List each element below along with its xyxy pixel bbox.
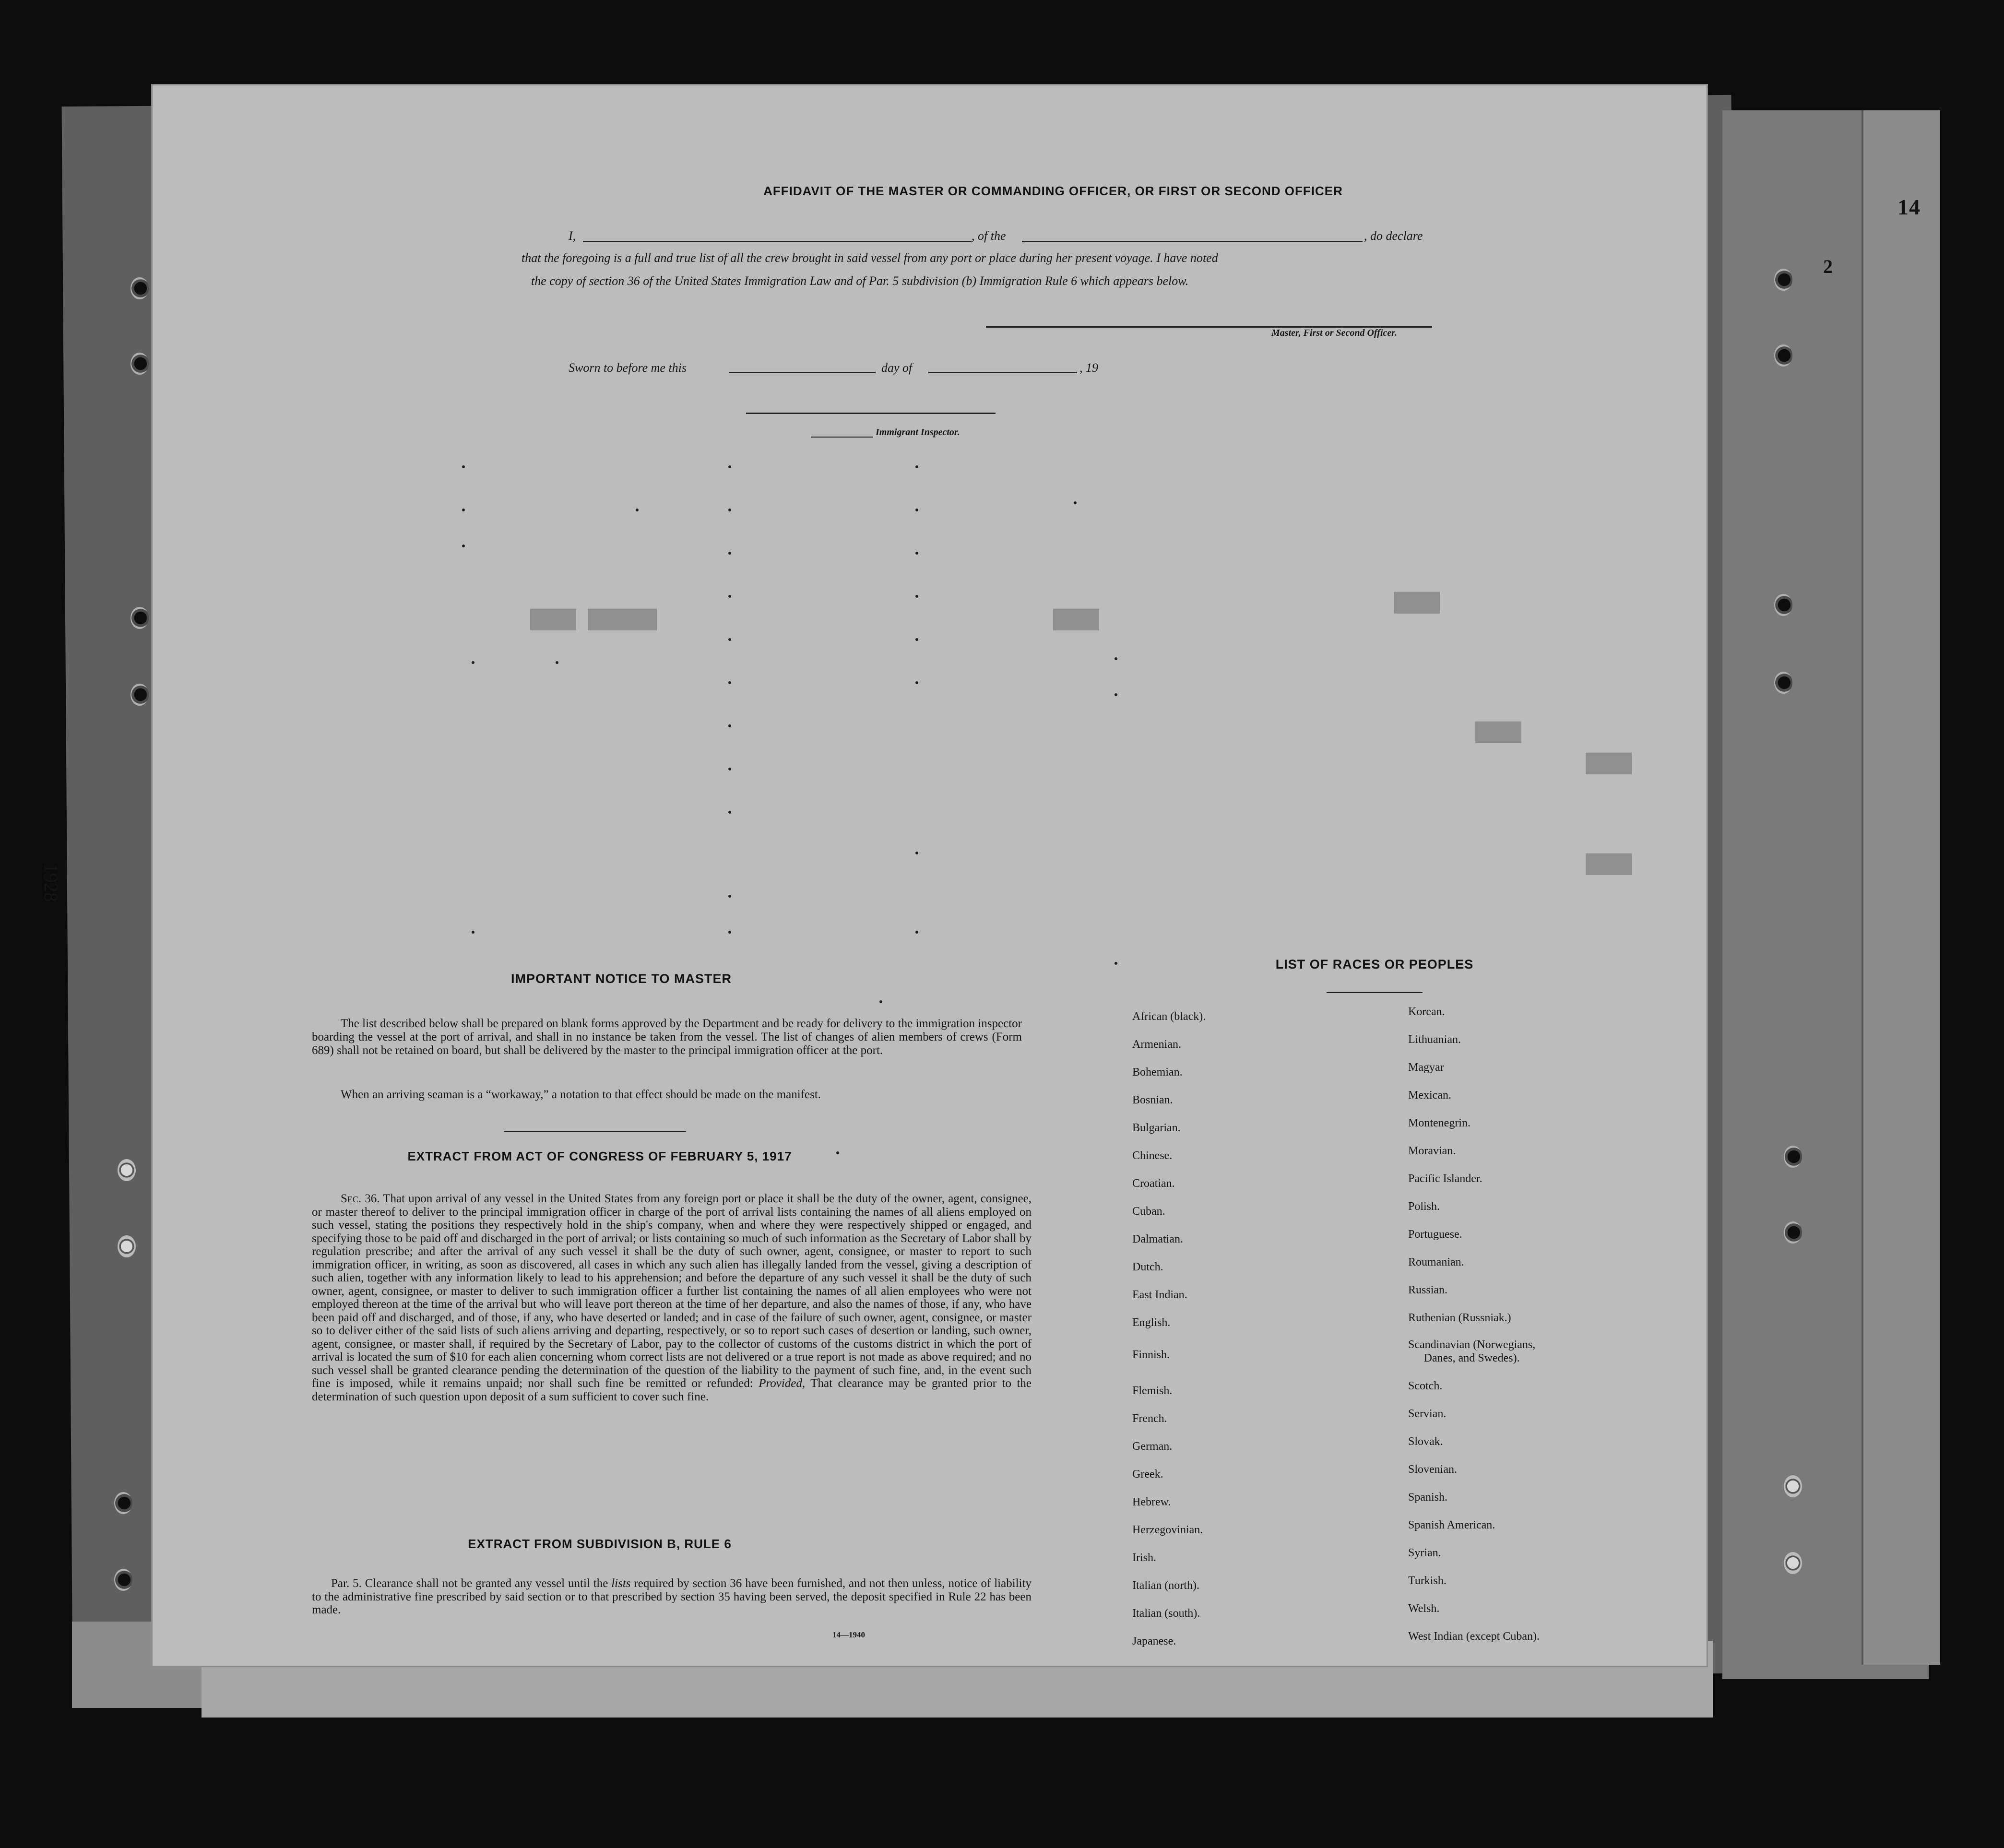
race-item: Scandinavian (Norwegians, Danes, and Swedes). bbox=[1408, 1339, 1536, 1364]
race-item: Italian (north). bbox=[1132, 1579, 1199, 1592]
notice-heading: IMPORTANT NOTICE TO MASTER bbox=[511, 971, 732, 986]
master-caption: Master, First or Second Officer. bbox=[1271, 328, 1397, 338]
extract-rule-text bbox=[312, 1577, 1032, 1617]
punch-hole-icon bbox=[118, 1235, 136, 1257]
inspector-signature-line bbox=[746, 413, 996, 414]
race-item: Magyar bbox=[1408, 1061, 1444, 1074]
punch-hole-icon bbox=[1774, 672, 1792, 694]
sec-label: Sec. 36. bbox=[341, 1192, 380, 1205]
race-item: Dutch. bbox=[1132, 1261, 1163, 1273]
race-item: Cuban. bbox=[1132, 1205, 1165, 1218]
race-item: Bulgarian. bbox=[1132, 1122, 1181, 1134]
race-item: Dalmatian. bbox=[1132, 1233, 1183, 1245]
punch-hole-icon bbox=[1784, 1221, 1802, 1244]
race-item: Roumanian. bbox=[1408, 1256, 1464, 1268]
extract-rule-heading: EXTRACT FROM SUBDIVISION B, RULE 6 bbox=[468, 1537, 732, 1551]
race-item: Montenegrin. bbox=[1408, 1117, 1470, 1129]
race-item: African (black). bbox=[1132, 1010, 1206, 1023]
races-heading: LIST OF RACES OR PEOPLES bbox=[1275, 957, 1474, 971]
vessel-field-line bbox=[1022, 241, 1363, 242]
race-item: Mexican. bbox=[1408, 1089, 1451, 1102]
extract-act-heading: EXTRACT FROM ACT OF CONGRESS OF FEBRUARY 5, 1917 bbox=[407, 1149, 792, 1163]
race-item: Servian. bbox=[1408, 1408, 1447, 1420]
race-item: Syrian. bbox=[1408, 1547, 1441, 1559]
race-item: Russian. bbox=[1408, 1284, 1448, 1296]
sworn-day: day of bbox=[881, 361, 913, 375]
race-item: Pacific Islander. bbox=[1408, 1173, 1482, 1185]
punch-hole-icon bbox=[130, 353, 149, 375]
race-item: Finnish. bbox=[1132, 1349, 1170, 1361]
race-item: Polish. bbox=[1408, 1200, 1440, 1213]
form-code: 14—1940 bbox=[832, 1630, 865, 1639]
provided-text: That clearance may be granted prior to the determination of such question upon deposit of a sum sufficient to cover such fine. bbox=[312, 1377, 1032, 1403]
race-item: Korean. bbox=[1408, 1006, 1445, 1018]
punch-hole-icon bbox=[1774, 269, 1792, 291]
race-item: Armenian. bbox=[1132, 1038, 1181, 1051]
race-item: Japanese. bbox=[1132, 1635, 1176, 1647]
race-item: East Indian. bbox=[1132, 1289, 1187, 1301]
punch-hole-icon bbox=[130, 684, 149, 706]
race-item: Lithuanian. bbox=[1408, 1033, 1461, 1046]
race-item: Spanish. bbox=[1408, 1491, 1448, 1504]
extract-act-text bbox=[312, 1192, 1032, 1403]
margin-year: 1928 bbox=[40, 864, 62, 902]
manifest-page: ████ ██████ ████ ████ ████ ████ ████ AFFIDAVIT OF THE MASTER OR COMMANDING OFFICER, OR FIRST OR SECOND OFFICER I, , of the , do declare that the foregoing is a full and true list of all the crew brought in said vessel from any port or place during her present voyage. I have noted the copy of section 36 of the United States Immigration Law and of Par. 5 subdivision (b) Immigration Rule 6 which appears below. Master, First or Second Officer. Sworn to before me this day of , 19 Immigrant Inspector. IMPORTANT NOTICE TO MASTER The list described below shall be prepared on blank forms approved by the Department and be ready for delivery to the immigration inspector boarding the vessel at the port of arrival, and shall in no instance be taken from the vessel. The list of changes of alien members of crews (Form 689) shall not be retained on board, but shall be delivered by the master to the principal immigration officer at the port. When an arriving seaman is a “workaway,” a notation to that effect should be made on the manifest. EXTRACT FROM ACT OF CONGRESS OF FEBRUARY 5, 1917 Sec. 36. That upon arrival of any vessel in the United States from any foreign port or place it shall be the duty of the owner, agent, consignee, or master thereof to deliver to the principal immigration officer in charge of the port of arrival lists containing the names of all aliens employed on such vessel, stating the positions they respectively hold in the ship's company, when and where they were respectively shipped or engaged, and specifying those to be paid off and discharged in the port of arrival; or lists containing so much of such information as the Secretary of Labor shall by regulation prescribe; and after the arrival of any such vessel it shall be the duty of such owner, agent, consignee, or master to report to such immigration officer, in writing, as soon as discovered, all cases in which any such alien has illegally landed from the vessel, giving a description of such alien, together with any information likely to lead to his apprehension; and before the departure of any such vessel it shall be the duty of such owner, agent, consignee, or master to deliver to such immigration officer a further list containing the names of all alien employees who were not employed thereon at the time of the arrival but who will leave port thereon at the time of her departure, and also the names of those, if any, who have been paid off and discharged, and of those, if any, who have deserted or landed; and in case of the failure of such owner, agent, consignee, or master so to deliver either of the said lists of such aliens arriving and departing, respectively, or so to report such cases of desertion or landing, such owner, agent, consignee, or master shall, if required by the Secretary of Labor, pay to the collector of customs of the customs district in which the port of arrival is located the sum of $10 for each alien concerning whom correct lists are not delivered or a true report is not made as above required; and no such vessel shall be granted clearance pending the determination of the question of the liability to the payment of such fine, and, in the event such fine is imposed, while it remains unpaid; nor shall such fine be remitted or refunded: Provided, That clearance may be granted prior to the determination of such question upon deposit of a sum sufficient to cover such fine. EXTRACT FROM SUBDIVISION B, RULE 6 Par. 5. Clearance shall not be granted any vessel until the lists required by section 36 have been furnished, and not then unless, notice of liability to the administrative fine prescribed by said section or to that prescribed by section 35 having been served, the deposit specified in Rule 22 has been made. 14—1940 LIST OF RACES OR PEOPLES African (black). Armenian. Bohemian. Bosnian. Bulgarian. Chinese. Croatian. Cuban. Dalmatian. Dutch. East Indian. English. Finnish. Flemish. French. German. Greek. Hebrew. Herzegovinian. Irish. Italian (north). Italian (south). Japanese. Korean. Lithuanian. Magyar Mexican. Montenegrin. Moravian. Pacific Islander. Polish. Portuguese. Roumanian. Russian. Ruthenian (Russniak.) Scandinavian (Norwegians, Danes, and Swedes). Scotch. Servian. Slovak. Slovenian. Spanish. Spanish American. Syrian. Turkish. Welsh. West Indian (except Cuban). bbox=[151, 84, 1708, 1667]
races-divider bbox=[1327, 992, 1423, 993]
affidavit-line2: that the foregoing is a full and true list of all the crew brought in said vessel from any port or place during her present voyage. I have noted bbox=[522, 251, 1218, 265]
punch-hole-icon bbox=[1774, 594, 1792, 616]
race-item: Slovenian. bbox=[1408, 1463, 1457, 1476]
race-item: English. bbox=[1132, 1316, 1171, 1329]
race-item: Bohemian. bbox=[1132, 1066, 1183, 1078]
race-item: Irish. bbox=[1132, 1552, 1156, 1564]
race-item: Scotch. bbox=[1408, 1380, 1443, 1392]
punch-hole-icon bbox=[1784, 1146, 1802, 1168]
punch-hole-icon bbox=[1774, 344, 1792, 367]
race-item: French. bbox=[1132, 1412, 1167, 1425]
affidavit-line3: the copy of section 36 of the United States Immigration Law and of Par. 5 subdivision (b) Immigration Rule 6 which appears below. bbox=[531, 274, 1189, 288]
race-item: West Indian (except Cuban). bbox=[1408, 1630, 1540, 1643]
underlying-sheet-edge bbox=[1862, 110, 1940, 1665]
notice-para2: When an arriving seaman is a “workaway,” a notation to that effect should be made on the manifest. bbox=[341, 1088, 821, 1101]
race-item: Ruthenian (Russniak.) bbox=[1408, 1312, 1511, 1324]
rule-text-a: Par. 5. Clearance shall not be granted any vessel until the bbox=[331, 1577, 608, 1590]
affidavit-line1-declare: , do declare bbox=[1364, 229, 1423, 243]
punch-hole-icon bbox=[114, 1569, 132, 1591]
race-item: Hebrew. bbox=[1132, 1496, 1171, 1508]
race-item: Welsh. bbox=[1408, 1602, 1440, 1615]
provided-label: Provided, bbox=[759, 1377, 806, 1390]
punch-hole-icon bbox=[130, 607, 149, 629]
race-item: Herzegovinian. bbox=[1132, 1524, 1203, 1536]
race-item: Portuguese. bbox=[1408, 1228, 1462, 1241]
sworn-date-line bbox=[729, 372, 876, 373]
affidavit-line1-of-the: , of the bbox=[972, 229, 1006, 243]
race-item: Bosnian. bbox=[1132, 1094, 1173, 1106]
race-item: Italian (south). bbox=[1132, 1607, 1200, 1620]
race-item: Flemish. bbox=[1132, 1385, 1173, 1397]
punch-hole-icon bbox=[118, 1159, 136, 1181]
sworn-prefix: Sworn to before me this bbox=[569, 361, 687, 375]
inspector-caption-line bbox=[811, 437, 873, 438]
rule-text-b: required by section 36 have been furnished, and not then unless, notice of liability to the administrative fine prescribed by said section or to that prescribed by section 35 having been served, the deposit specified in Rule 22 has been made. bbox=[312, 1577, 1032, 1616]
sec-text: That upon arrival of any vessel in the United States from any foreign port or place it shall be the duty of the owner, agent, consignee, or master thereof to deliver to the principal immigration officer in charge of the port of arrival lists containing the names of all aliens employed on such vessel, stating the positions they respectively hold in the ship's company, when and where they were respectively shipped or engaged, and specifying those to be paid off and discharged in the port of arrival; or lists containing so much of such information as the Secretary of Labor shall by regulation prescribe; and after the arrival of any such vessel it shall be the duty of such owner, agent, consignee, or master to report to such immigration officer, in writing, as soon as discovered, all cases in which any such alien has illegally landed from the vessel, giving a description of such alien, together with any information likely to lead to his apprehension; and before the departure of any such vessel it shall be the duty of such owner, agent, consignee, or master to deliver to such immigration officer a further list containing the names of all alien employees who were not employed thereon at the time of the arrival but who will leave port thereon at the time of her departure, and also the names of those, if any, who have been paid off and discharged, and of those, if any, who have deserted or landed; and in case of the failure of such owner, agent, consignee, or master so to deliver either of the said lists of such aliens arriving and departing, respectively, or so to report such cases of desertion or landing, such owner, agent, consignee, or master shall, if required by the Secretary of Labor, pay to the collector of customs of the customs district in which the port of arrival is located the sum of $10 for each alien concerning whom correct lists are not delivered or a true report is not made as above required; and no such vessel shall be granted clearance pending the determination of the question of the liability to the payment of such fine, and, in the event such fine is imposed, while it remains unpaid; nor shall such fine be remitted or refunded: bbox=[312, 1192, 1032, 1390]
race-item: Spanish American. bbox=[1408, 1519, 1495, 1531]
affidavit-line1-i: I, bbox=[569, 229, 576, 243]
race-item: Turkish. bbox=[1408, 1575, 1447, 1587]
sworn-year: , 19 bbox=[1079, 361, 1098, 375]
punch-hole-icon bbox=[130, 277, 149, 299]
punch-hole-icon bbox=[114, 1492, 132, 1514]
race-item: Chinese. bbox=[1132, 1149, 1173, 1162]
rule-text-lists: lists bbox=[611, 1577, 631, 1590]
punch-hole-icon bbox=[1784, 1552, 1802, 1574]
race-item: Slovak. bbox=[1408, 1435, 1443, 1448]
race-item: Greek. bbox=[1132, 1468, 1163, 1481]
race-item: German. bbox=[1132, 1440, 1173, 1453]
notice-para1: The list described below shall be prepared on blank forms approved by the Department and be ready for delivery to the immigration inspector boarding the vessel at the port of arrival, and shall in no instance be taken from the vessel. The list of changes of alien members of crews (Form 689) shall not be retained on board, but shall be delivered by the master to the principal immigration officer at the port. bbox=[312, 1017, 1022, 1057]
inspector-caption: Immigrant Inspector. bbox=[876, 427, 960, 438]
page-number: 14 bbox=[1897, 195, 1921, 219]
race-item: Croatian. bbox=[1132, 1177, 1175, 1190]
name-field-line bbox=[583, 241, 972, 242]
notice-divider bbox=[504, 1131, 686, 1132]
race-item: Moravian. bbox=[1408, 1145, 1456, 1157]
affidavit-heading: AFFIDAVIT OF THE MASTER OR COMMANDING OFFICER, OR FIRST OR SECOND OFFICER bbox=[763, 184, 1343, 198]
punch-hole-icon bbox=[1784, 1475, 1802, 1497]
edge-digit: 2 bbox=[1823, 256, 1833, 277]
sworn-month-line bbox=[928, 372, 1077, 373]
